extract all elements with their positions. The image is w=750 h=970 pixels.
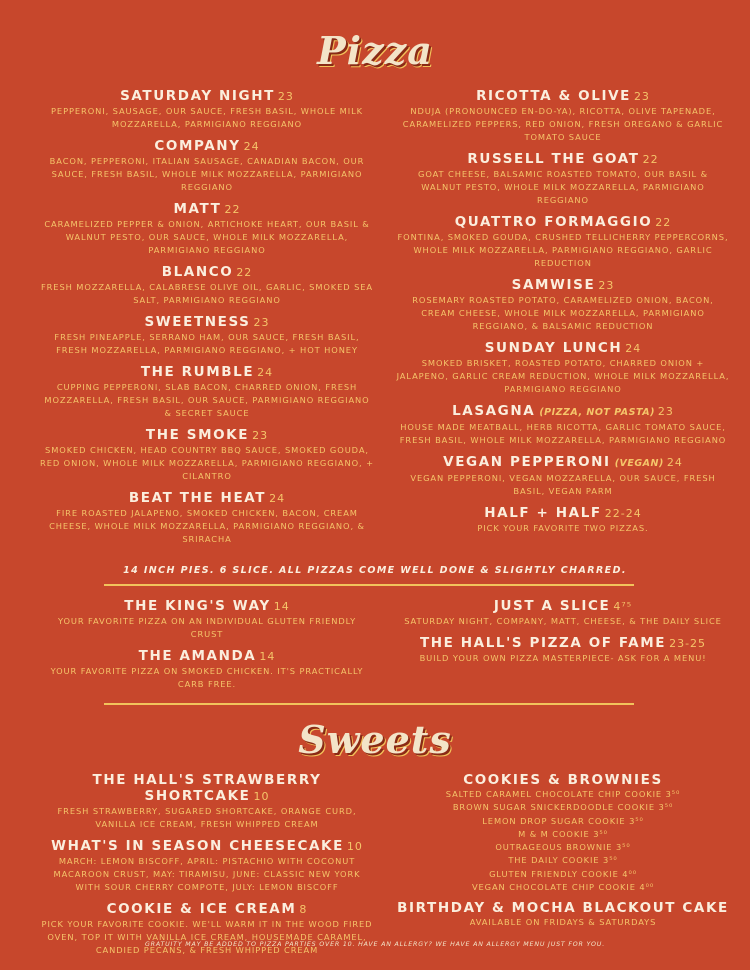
sweets-left-column [40,772,374,964]
item-title: COOKIE & ICE CREAM [106,901,297,917]
item-description: FRESH STRAWBERRY, SUGARED SHORTCAKE, ORANGE CURD, VANILLA ICE CREAM, FRESH WHIPPED CREAM [57,806,357,829]
divider-top [104,584,634,586]
item-price: 8 [299,903,308,916]
item-title: WHAT'S IN SEASON CHEESECAKE [51,838,344,854]
item-name [40,772,374,805]
item-description: CUPPING PEPPERONI, SLAB BACON, CHARRED ONION, FRESH MOZZARELLA, FRESH BASIL, OUR SAUCE, PARMIGIANO REGGIANO & SECRET SAUCE [44,382,370,418]
menu-item [396,277,730,333]
cookie-item: OUTRAGEOUS BROWNIE 3⁵⁰ [495,842,631,853]
cake-title: BIRTHDAY & MOCHA BLACKOUT CAKE [397,900,729,917]
cookie-item: SALTED CARAMEL CHOCOLATE CHIP COOKIE 3⁵⁰ [445,789,681,799]
item-price: 22-24 [604,507,642,520]
item-description: CARAMELIZED PEPPER & ONION, ARTICHOKE HEART, OUR BASIL & WALNUT PESTO, OUR SAUCE, WHOLE MILK MOZZARELLA, PARMIGIANO REGGIANO [44,219,370,255]
menu-item [40,648,374,691]
menu-item [396,88,730,144]
item-title: THE RUMBLE [140,364,255,380]
item-title: LASAGNA [452,403,536,419]
item-title: VEGAN PEPPERONI [443,454,611,470]
menu-item [396,151,730,207]
menu-item [396,340,730,396]
item-price: 23 [657,405,674,418]
menu-item [40,314,374,357]
item-title: HALF + HALF [484,505,602,521]
item-price: 24 [257,366,274,379]
item-name [396,277,730,294]
special-left-column [40,598,374,698]
item-name [40,264,374,281]
item-name [40,314,374,331]
item-note: (VEGAN) [614,458,664,469]
item-description: BACON, PEPPERONI, ITALIAN SAUSAGE, CANADIAN BACON, OUR SAUCE, FRESH BASIL, WHOLE MILK MOZZARELLA, PARMIGIANO REGGIANO [49,156,365,192]
item-price: 23 [633,90,650,103]
item-price: 14 [259,650,276,663]
item-price: 24 [269,492,286,505]
item-description: PICK YOUR FAVORITE TWO PIZZAS. [477,523,649,533]
item-name [396,505,730,522]
menu-item [396,598,730,628]
item-name [396,635,730,652]
item-name [396,88,730,105]
item-price: 4⁷⁵ [613,600,633,613]
menu-item [396,454,730,498]
item-price: 24 [243,140,260,153]
sweets-right-column [396,772,730,936]
cookie-list [396,788,730,894]
pizza-tagline: 14 INCH PIES. 6 SLICE. ALL PIZZAS COME WELL DONE & SLIGHTLY CHARRED. [123,565,627,576]
item-note: (PIZZA, NOT PASTA) [539,407,655,418]
footer-note: GRATUITY MAY BE ADDED TO PIZZA PARTIES OVER 10. HAVE AN ALLERGY? WE HAVE AN ALLERGY MENU JUST FOR YOU. [144,941,606,948]
item-description: PEPPERONI, SAUSAGE, OUR SAUCE, FRESH BASIL, WHOLE MILK MOZZARELLA, PARMIGIANO REGGIANO [51,106,363,129]
item-price: 22 [236,266,253,279]
cake-desc: AVAILABLE ON FRIDAYS & SATURDAYS [469,917,657,928]
cookie-item: M & M COOKIE 3⁵⁰ [518,828,608,839]
item-price: 24 [666,456,683,469]
divider-bottom [104,703,634,705]
menu-item [40,201,374,257]
menu-item [40,364,374,420]
item-title: SATURDAY NIGHT [120,88,275,104]
item-title: THE HALL'S STRAWBERRY SHORTCAKE [92,772,322,804]
item-title: COMPANY [154,138,241,154]
item-name [396,403,730,421]
item-price: 22 [224,203,241,216]
item-title: JUST A SLICE [493,598,611,614]
item-description: ROSEMARY ROASTED POTATO, CARAMELIZED ONION, BACON, CREAM CHEESE, WHOLE MILK MOZZARELLA, PARMIGIANO REGGIANO, & BALSAMIC REDUCTION [412,295,714,331]
item-name [40,598,374,615]
item-title: THE SMOKE [145,427,250,443]
item-description: BUILD YOUR OWN PIZZA MASTERPIECE- ASK FOR A MENU! [419,653,707,663]
item-title: SWEETNESS [144,314,251,330]
item-price: 23-25 [669,637,707,650]
item-price: 22 [655,216,672,229]
item-name [40,364,374,381]
item-price: 10 [346,840,363,853]
item-title: THE KING'S WAY [124,598,271,614]
pizza-left-column [40,88,374,553]
pizza-right-column [396,88,730,542]
item-description: SMOKED CHICKEN, HEAD COUNTRY BBQ SAUCE, SMOKED GOUDA, RED ONION, WHOLE MILK MOZZARELLA, PARMIGIANO REGGIANO, + CILANTRO [40,445,374,481]
item-title: RUSSELL THE GOAT [467,151,640,167]
sweets-heading: Sweets [298,717,452,762]
item-name [40,88,374,105]
item-title: MATT [173,201,222,217]
item-title: BEAT THE HEAT [128,490,267,506]
item-title: THE HALL'S PIZZA OF FAME [419,635,667,651]
item-description: FIRE ROASTED JALAPENO, SMOKED CHICKEN, BACON, CREAM CHEESE, WHOLE MILK MOZZARELLA, PARMIGIANO REGGIANO, & SRIRACHA [49,508,365,544]
item-name [40,201,374,218]
item-name [396,214,730,231]
item-description: YOUR FAVORITE PIZZA ON AN INDIVIDUAL GLUTEN FRIENDLY CRUST [57,616,357,639]
menu-item [40,772,374,831]
item-name [40,901,374,918]
menu-item [396,635,730,665]
item-name [40,490,374,507]
item-description: GOAT CHEESE, BALSAMIC ROASTED TOMATO, OUR BASIL & WALNUT PESTO, WHOLE MILK MOZZARELLA, PARMIGIANO REGGIANO [418,169,708,205]
item-description: NDUJA (PRONOUNCED EN-DO-YA), RICOTTA, OLIVE TAPENADE, CARAMELIZED PEPPERS, RED ONION, FRESH OREGANO & GARLIC TOMATO SAUCE [402,106,724,142]
item-price: 23 [252,429,269,442]
cookie-item: VEGAN CHOCOLATE CHIP COOKIE 4⁰⁰ [471,882,655,893]
menu-item [40,490,374,546]
item-title: SUNDAY LUNCH [484,340,623,356]
item-name [40,427,374,444]
item-name [396,598,730,615]
cookie-item: LEMON DROP SUGAR COOKIE 3⁵⁰ [482,815,644,826]
cookie-item: GLUTEN FRIENDLY COOKIE 4⁰⁰ [489,868,637,879]
item-description: FONTINA, SMOKED GOUDA, CRUSHED TELLICHERRY PEPPERCORNS, WHOLE MILK MOZZARELLA, PARMIGIANO REGGIANO, GARLIC REDUCTION [397,232,729,268]
item-price: 24 [625,342,642,355]
item-title: THE AMANDA [138,648,257,664]
menu-item [40,838,374,894]
item-title: RICOTTA & OLIVE [476,88,631,104]
item-name [396,454,730,472]
item-description: PICK YOUR FAVORITE COOKIE. WE'LL WARM IT IN THE WOOD FIRED OVEN, TOP IT WITH VANILLA ICE CREAM, HOUSEMADE CARAMEL, CANDIED PECANS, & FRESH WHIPPED CREAM [41,919,373,955]
item-description: SMOKED BRISKET, ROASTED POTATO, CHARRED ONION + JALAPENO, GARLIC CREAM REDUCTION, WHOLE MILK MOZZARELLA, PARMIGIANO REGGIANO [396,358,730,394]
menu-item [40,138,374,194]
pizza-heading: Pizza [317,28,433,73]
menu-item [396,214,730,270]
menu-item [40,427,374,483]
special-right-column [396,598,730,672]
item-title: SAMWISE [511,277,596,293]
item-price: 22 [642,153,659,166]
item-description: VEGAN PEPPERONI, VEGAN MOZZARELLA, OUR SAUCE, FRESH BASIL, VEGAN PARM [410,473,716,496]
menu-item [396,505,730,535]
item-name [396,151,730,168]
menu-item [40,598,374,641]
item-price: 23 [253,316,270,329]
menu-item [396,403,730,447]
cookies-title: COOKIES & BROWNIES [463,772,663,788]
cookie-item: BROWN SUGAR SNICKERDOODLE COOKIE 3⁵⁰ [452,802,674,813]
item-description: HOUSE MADE MEATBALL, HERB RICOTTA, GARLIC TOMATO SAUCE, FRESH BASIL, WHOLE MILK MOZZARELLA, PARMIGIANO REGGIANO [399,422,727,445]
menu-item [40,264,374,307]
item-description: YOUR FAVORITE PIZZA ON SMOKED CHICKEN. IT'S PRACTICALLY CARB FREE. [50,666,364,689]
cookie-item: THE DAILY COOKIE 3⁵⁰ [508,855,618,866]
item-description: MARCH: LEMON BISCOFF, APRIL: PISTACHIO WITH COCONUT MACAROON CRUST, MAY: TIRAMISU, JUNE: CLASSIC NEW YORK WITH SOUR CHERRY COMPOTE, JULY: LEMON BISCOFF [53,856,361,892]
item-description: FRESH PINEAPPLE, SERRANO HAM, OUR SAUCE, FRESH BASIL, FRESH MOZZARELLA, PARMIGIANO REGGIANO, + HOT HONEY [54,332,360,355]
item-name [40,138,374,155]
menu-item [40,88,374,131]
item-description: FRESH MOZZARELLA, CALABRESE OLIVE OIL, GARLIC, SMOKED SEA SALT, PARMIGIANO REGGIANO [40,282,374,305]
item-price: 14 [273,600,290,613]
item-price: 23 [277,90,294,103]
menu-item [40,901,374,957]
item-price: 23 [598,279,615,292]
item-title: BLANCO [161,264,234,280]
item-name [396,340,730,357]
item-title: QUATTRO FORMAGGIO [454,214,653,230]
item-name [40,838,374,855]
item-name [40,648,374,665]
item-description: SATURDAY NIGHT, COMPANY, MATT, CHEESE, & THE DAILY SLICE [404,616,722,626]
item-price: 10 [253,790,270,803]
